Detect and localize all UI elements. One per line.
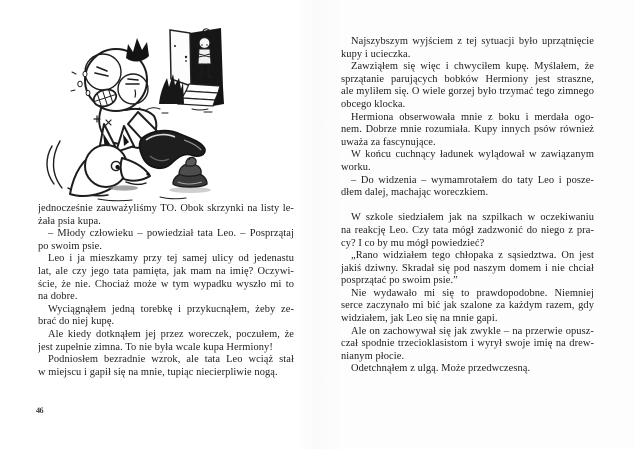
text-line: lat, ale czy jego tata pamięta, jak mam na imię? Oczywi-: [38, 265, 294, 277]
text-line: Zawziąłem się więc i chwyciłem kupę. Myślałem, że: [351, 61, 594, 73]
text-line: nem. Dobrze mnie rozumiała. Kupy innych psów również: [341, 124, 594, 136]
text-line: kupy i ucieczka.: [341, 48, 411, 60]
text-line: Ale kiedy dotknąłem jej przez woreczek, poczułem, że: [48, 328, 294, 340]
text-line: Ale on zachowywał się jak zwykle – na przerwie opusz-: [351, 325, 594, 337]
left-page-text: [38, 203, 294, 379]
text-line: czał spodnie trzecioklasistom i wyrył swoje imię na drew-: [341, 338, 594, 350]
text-line: Odetchnąłem z ulgą. Może przedwczesną.: [351, 363, 531, 375]
left-page: [0, 0, 317, 449]
text-line: posprzątać po swoim psie.”: [341, 275, 458, 287]
text-line: Podniosłem bezradnie wzrok, ale tata Leo wciąż stał: [48, 354, 294, 366]
text-line: w miejscu i gapił się na mnie, tupiąc niecierpliwie nogą.: [38, 366, 278, 378]
text-line: Hermiona obserwowała mnie z boku i merdała ogo-: [351, 111, 594, 123]
text-line: po swoim psie.: [38, 240, 103, 252]
text-line: brać do niej kupę.: [38, 316, 115, 328]
text-line: sprzątanie parujących bobków Hermiony jest straszne,: [341, 73, 594, 85]
text-line: W szkole siedziałem jak na szpilkach w oczekiwaniu: [351, 212, 594, 224]
text-line: na dobre.: [38, 291, 78, 303]
text-line: worku.: [341, 161, 371, 173]
text-line: Wyciągnąłem jedną torebkę i przykucnąłem, żeby ze-: [48, 303, 294, 315]
text-line: – Młody człowieku – powiedział tata Leo. – Posprzątaj: [48, 228, 294, 240]
text-line: cy? I co by mu mógł powiedzieć?: [341, 237, 485, 249]
text-line: jakiś dziwny. Skradał się pod naszym domem i nie chciał: [341, 262, 594, 274]
right-page: [317, 0, 635, 449]
page-number: 46: [36, 406, 43, 415]
text-line: na reakcję Leo. Czy tata mógł zadzwonić do niego z pra-: [341, 224, 594, 236]
text-line: serce zaczynało mi bić jak szalone za każdym razem, gdy: [341, 300, 594, 312]
text-line: nianym płocie.: [341, 350, 405, 362]
text-line: W końcu cuchnący ładunek wylądował w zawiązanym: [351, 149, 594, 161]
text-line: obcego klocka.: [341, 98, 406, 110]
text-line: widziałem, jak Leo się na mnie gapi.: [341, 313, 498, 325]
poop-pile: [169, 157, 211, 193]
text-line: Leo i ja mieszkamy przy tej samej ulicy od jedenastu: [48, 253, 294, 265]
text-line: dłem dalej, machając woreczkiem.: [341, 187, 489, 199]
illustration-box: [42, 16, 282, 206]
text-line: uważa za fascynujące.: [341, 136, 436, 148]
text-line: ście, że nie. Chociaż może w tym wypadku wyszło mi to: [38, 278, 294, 290]
right-page-text: [341, 36, 594, 376]
text-line: ale myliłem się. O wiele gorzej było trzymać tego zimnego: [341, 86, 594, 98]
text-line: jest zupełnie zimna. To nie była wcale kupa Hermiony!: [38, 341, 273, 353]
steps: [178, 84, 224, 106]
text-line: – Do widzenia – wymamrotałem do taty Leo i posze-: [351, 174, 594, 186]
text-line: Nie wydawało mi się to prawdopodobne. Niemniej: [351, 287, 594, 299]
text-line: „Rano widziałem tego chłopaka z sąsiedztwa. On jest: [351, 250, 594, 262]
illustration-boy-dog-poop-door: [42, 16, 282, 206]
text-line: żała psia kupa.: [38, 215, 101, 227]
boy-cleaning-figure: [71, 38, 164, 148]
text-line: Najszybszym wyjściem z tej sytuacji było uprzątnięcie: [351, 36, 594, 47]
blank-line: [341, 200, 594, 213]
text-line: jednocześnie zauważyliśmy TO. Obok skrzynki na listy le-: [38, 203, 294, 214]
